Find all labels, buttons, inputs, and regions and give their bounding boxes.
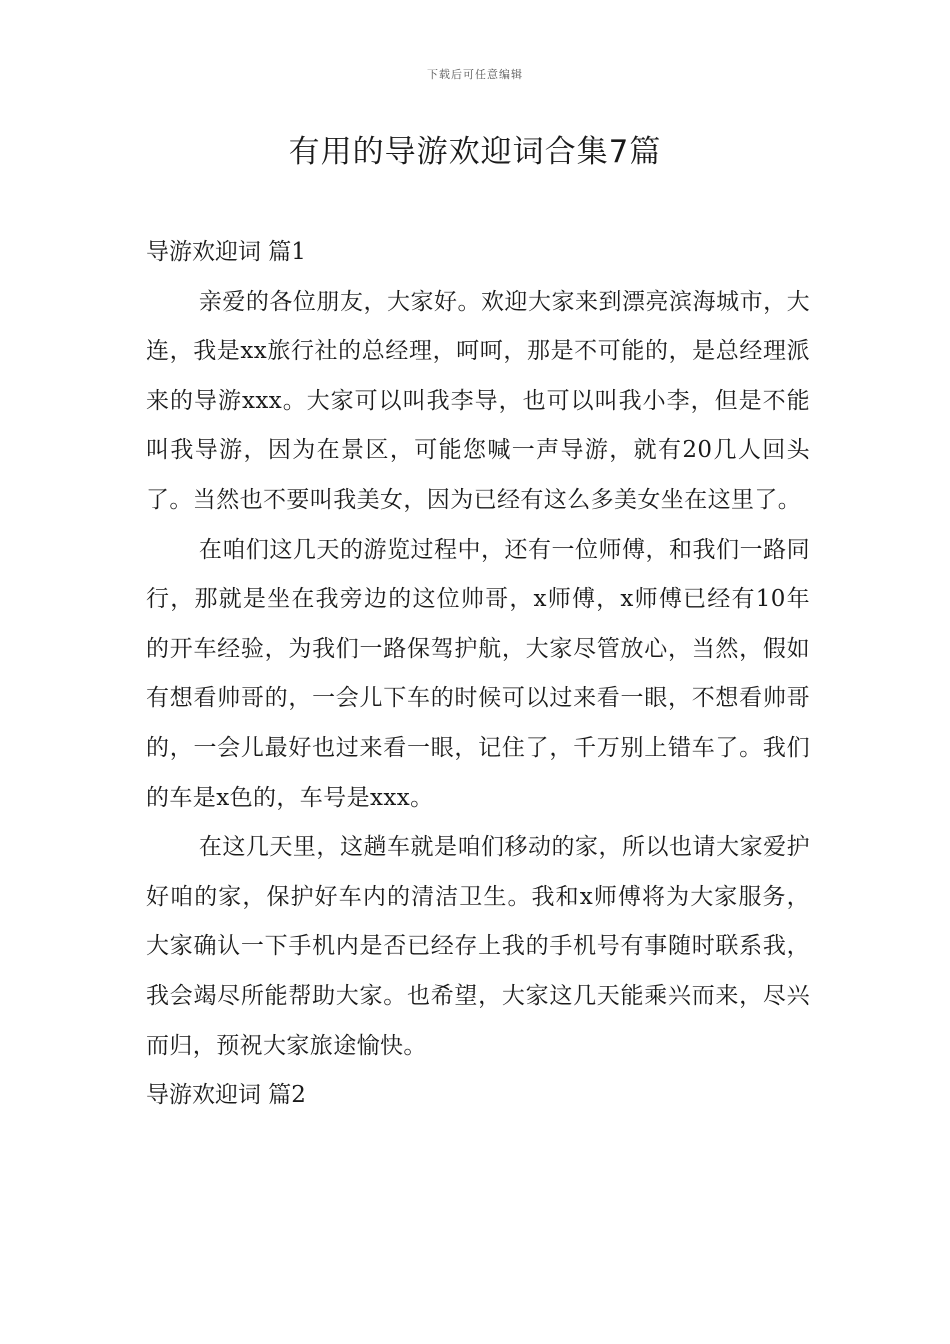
section-heading: 导游欢迎词 篇2 (146, 1082, 306, 1109)
paragraph: 在这几天里，这趟车就是咱们移动的家，所以也请大家爱护好咱的家，保护好车内的清洁卫生。我和x师傅将为大家服务，大家确认一下手机内是否已经存上我的手机号有事随时联系我，我会竭尽所能帮助大家。也希望，大家这几天能乘兴而来，尽兴而归，预祝大家旅途愉快。 (146, 834, 810, 1059)
section-heading: 导游欢迎词 篇1 (146, 239, 306, 265)
document-body (146, 228, 810, 1121)
header-note: 下载后可任意编辑 (427, 68, 523, 81)
paragraph: 亲爱的各位朋友，大家好。欢迎大家来到漂亮滨海城市，大连，我是xx旅行社的总经理，呵呵，那是不可能的，是总经理派来的导游xxx。大家可以叫我李导，也可以叫我小李，但是不能叫我导游，因为在景区，可能您喊一声导游，就有20几人回头了。当然也不要叫我美女，因为已经有这么多美女坐在这里了。 (146, 288, 810, 513)
page-title: 有用的导游欢迎词合集7篇 (288, 134, 662, 170)
paragraph: 在咱们这几天的游览过程中，还有一位师傅，和我们一路同行，那就是坐在我旁边的这位帅哥，x师傅，x师傅已经有10年的开车经验，为我们一路保驾护航，大家尽管放心，当然，假如有想看帅哥的，一会儿下车的时候可以过来看一眼，不想看帅哥的，一会儿最好也过来看一眼，记住了，千万别上错车了。我们的车是x色的，车号是xxx。 (146, 536, 810, 811)
